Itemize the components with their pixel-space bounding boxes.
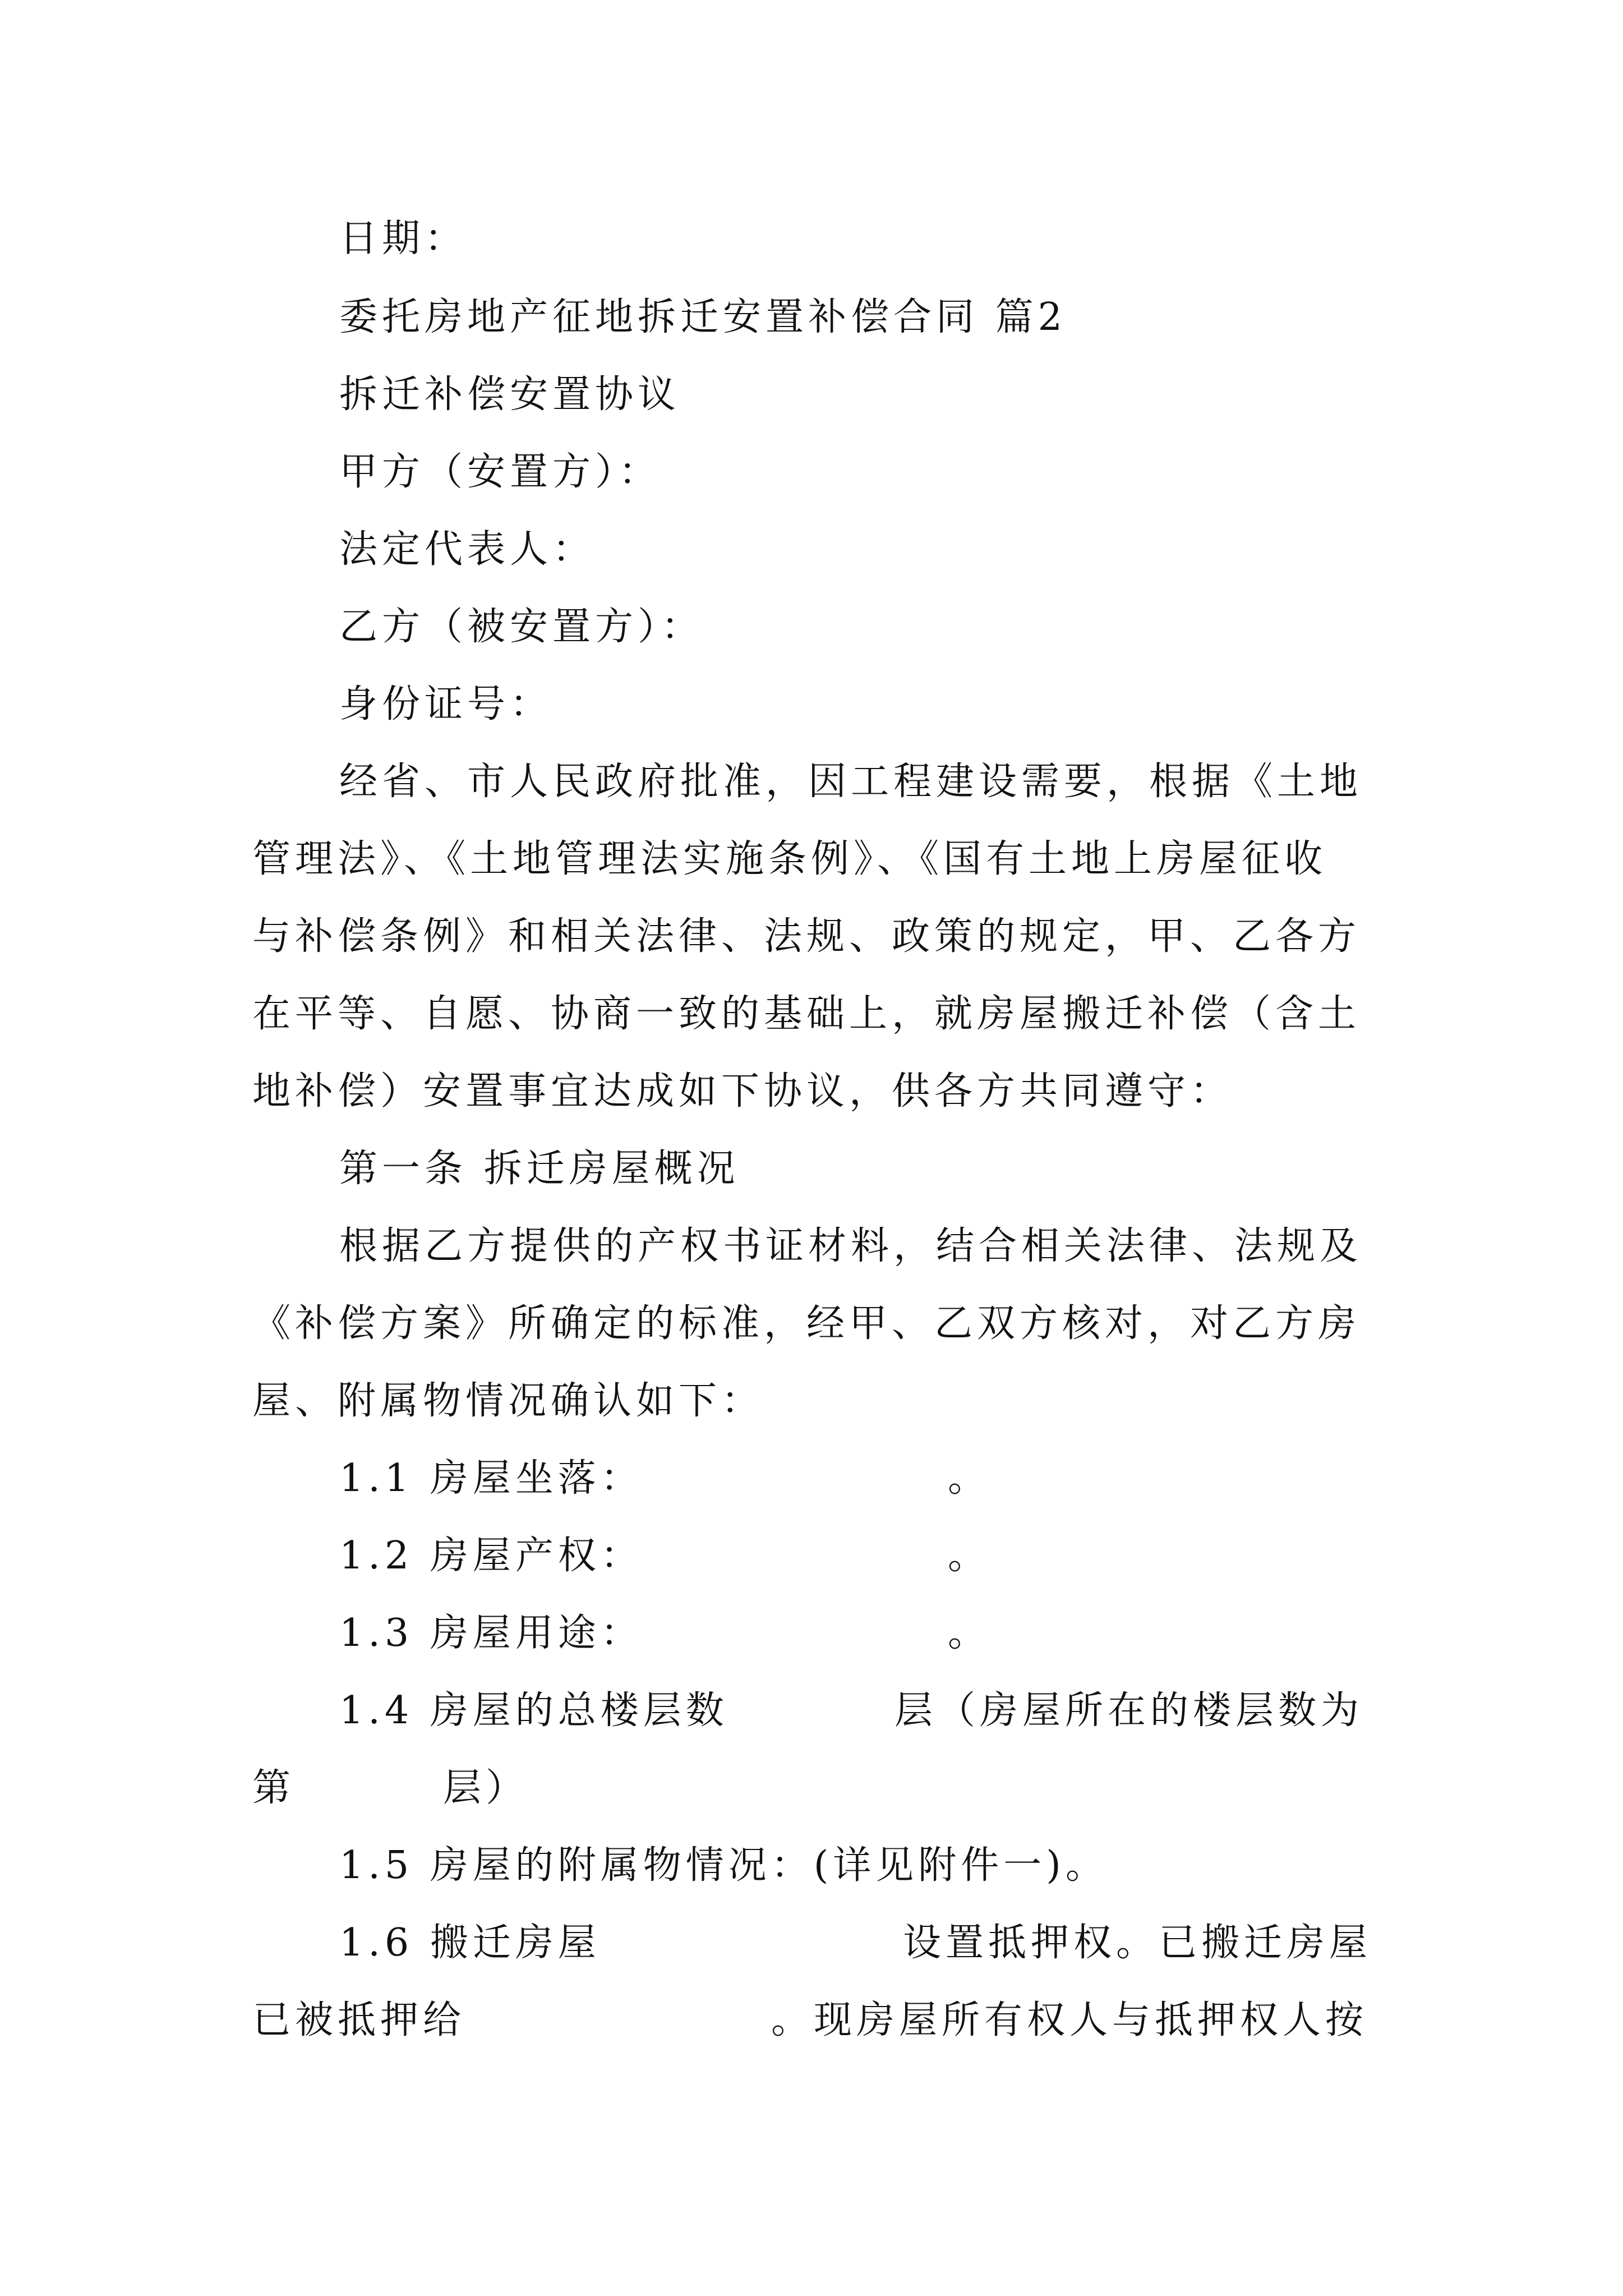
party-a-label: 甲方（安置方）： xyxy=(339,450,662,494)
legal-rep-label: 法定代表人： xyxy=(339,527,596,572)
contract-title: 委托房地产征地拆迁安置补偿合同 篇2 xyxy=(339,295,1067,339)
party-b-label: 乙方（被安置方）： xyxy=(339,605,704,649)
article1-intro-text-2: 《补偿方案》所确定的标准，经甲、乙双方核对，对乙方房 xyxy=(252,1301,1361,1346)
date-label: 日期： xyxy=(339,217,468,261)
item-1-1-label: 1.1 房屋坐落： xyxy=(339,1456,643,1501)
article1-intro-text-3: 屋、附属物情况确认如下： xyxy=(252,1379,764,1423)
item-1-6-continuation-line xyxy=(0,1998,1623,2154)
item-1-5-text: 1.5 房屋的附属物情况：(详见附件一)。 xyxy=(339,1843,1108,1888)
item-1-6-cont-a: 已被抵押给 xyxy=(252,1998,466,2042)
item-1-4-cont-a: 第 xyxy=(252,1766,296,1810)
preamble-text-4: 在平等、自愿、协商一致的基础上，就房屋搬迁补偿（含土 xyxy=(252,992,1361,1036)
item-1-4-cont-b: 层） xyxy=(443,1766,529,1810)
item-1-4-label: 1.4 房屋的总楼层数 xyxy=(339,1688,728,1733)
item-1-3-label: 1.3 房屋用途： xyxy=(339,1611,643,1655)
article1-intro-text-1: 根据乙方提供的产权书证材料，结合相关法律、法规及 xyxy=(339,1224,1363,1268)
item-1-2-label: 1.2 房屋产权： xyxy=(339,1534,643,1578)
item-1-6-label: 1.6 搬迁房屋 xyxy=(339,1921,601,1965)
item-1-2-end: 。 xyxy=(948,1534,991,1578)
item-1-1-end: 。 xyxy=(948,1456,991,1501)
preamble-text-5: 地补偿）安置事宜达成如下协议，供各方共同遵守： xyxy=(252,1069,1233,1114)
article1-heading: 第一条 拆迁房屋概况 xyxy=(339,1147,740,1191)
item-1-6-tail: 设置抵押权。已搬迁房屋 xyxy=(903,1921,1372,1965)
preamble-text-2: 管理法》、《土地管理法实施条例》、《国有土地上房屋征收 xyxy=(252,837,1327,881)
item-1-3-end: 。 xyxy=(948,1611,991,1655)
preamble-text-1: 经省、市人民政府批准，因工程建设需要，根据《土地 xyxy=(339,760,1363,804)
agreement-title: 拆迁补偿安置协议 xyxy=(339,372,681,417)
id-number-label: 身份证号： xyxy=(339,682,553,726)
item-1-4-tail: 层（房屋所在的楼层数为 xyxy=(895,1688,1364,1733)
item-1-6-cont-b: 。现房屋所有权人与抵押权人按 xyxy=(771,1998,1368,2042)
preamble-text-3: 与补偿条例》和相关法律、法规、政策的规定，甲、乙各方 xyxy=(252,914,1361,959)
